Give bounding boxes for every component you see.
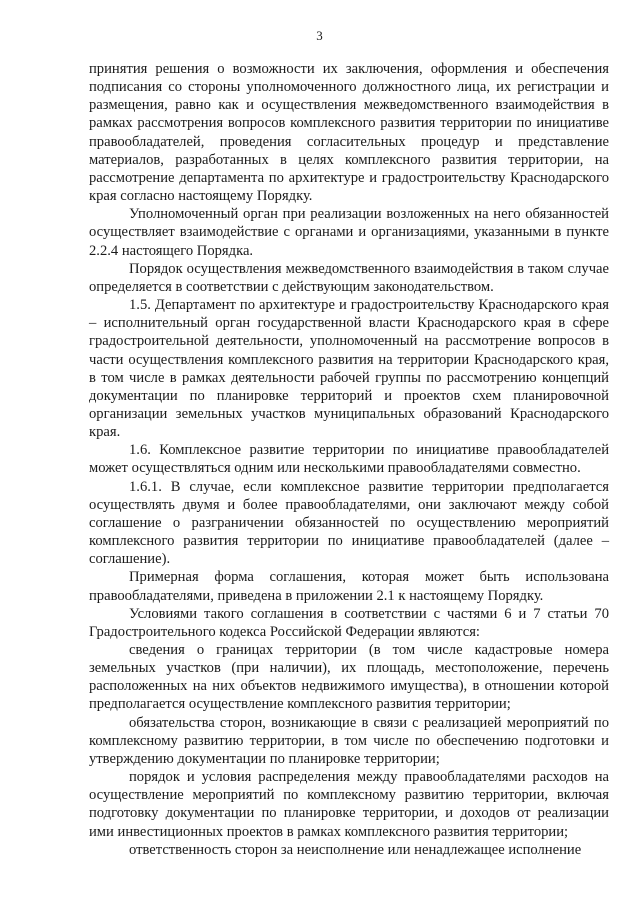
page-number: 3 xyxy=(316,28,323,43)
paragraph: Примерная форма соглашения, которая может быть использована правообладателями, приведена в приложении 2.1 к настоящему Порядку. xyxy=(89,569,609,604)
paragraph: 1.5. Департамент по архитектуре и градостроительству Краснодарского края – исполнительный орган государственной власти Краснодарского края в сфере градостроительной деятельности, уполномоченный на рассмотрение вопросов в части осуществления комплексного развития на территории Краснодарского края, в том числе в рамках деятельности рабочей группы по рассмотрению концепций документации по планировке территорий и проектов схем планировочной организации земельных участков муниципальных образований Краснодарского края. xyxy=(89,297,609,441)
paragraph: 1.6.1. В случае, если комплексное развитие территории предполагается осуществлять двумя и более правообладателями, они заключают между собой соглашение о разграничении обязанностей по осуществлению мероприятий комплексного развития территории по инициативе правообладателей (далее – соглашение). xyxy=(89,478,609,568)
paragraph: 1.6. Комплексное развитие территории по инициативе правообладателей может осуществляться одним или несколькими правообладателями совместно. xyxy=(89,442,609,477)
paragraph: Уполномоченный орган при реализации возложенных на него обязанностей осуществляет взаимодействие с органами и организациями, указанными в пункте 2.2.4 настоящего Порядка. xyxy=(89,206,609,259)
paragraph: Условиями такого соглашения в соответствии с частями 6 и 7 статьи 70 Градостроительного кодекса Российской Федерации являются: xyxy=(89,605,609,640)
paragraph: сведения о границах территории (в том числе кадастровые номера земельных участков (при наличии), их площадь, местоположение, перечень расположенных на них объектов недвижимого имущества), в отношении которой предполагается осуществление комплексного развития территории; xyxy=(89,642,609,713)
paragraph: порядок и условия распределения между правообладателями расходов на осуществление мероприятий по комплексному развитию территории, включая подготовку документации по планировке территории, и доходов от реализации ими инвестиционных проектов в рамках комплексного развития территории; xyxy=(89,769,609,840)
paragraph: принятия решения о возможности их заключения, оформления и обеспечения подписания со стороны уполномоченного должностного лица, их регистрации и размещения, равно как и осуществления межведомственного взаимодействия в рамках рассмотрения вопросов комплексного развития территории по инициативе правообладателей, проведения согласительных процедур и представление материалов, разработанных в целях комплексного развития территории, на рассмотрение департамента по архитектуре и градостроительству Краснодарского края согласно настоящему Порядку. xyxy=(89,61,609,205)
paragraph: ответственность сторон за неисполнение или ненадлежащее исполнение xyxy=(129,841,582,858)
document-body xyxy=(89,60,609,859)
paragraph: обязательства сторон, возникающие в связи с реализацией мероприятий по комплексному развитию территории, в том числе по обеспечению подготовки и утверждению документации по планировке территории; xyxy=(89,714,609,767)
paragraph: Порядок осуществления межведомственного взаимодействия в таком случае определяется в соответствии с действующим законодательством. xyxy=(89,260,609,295)
